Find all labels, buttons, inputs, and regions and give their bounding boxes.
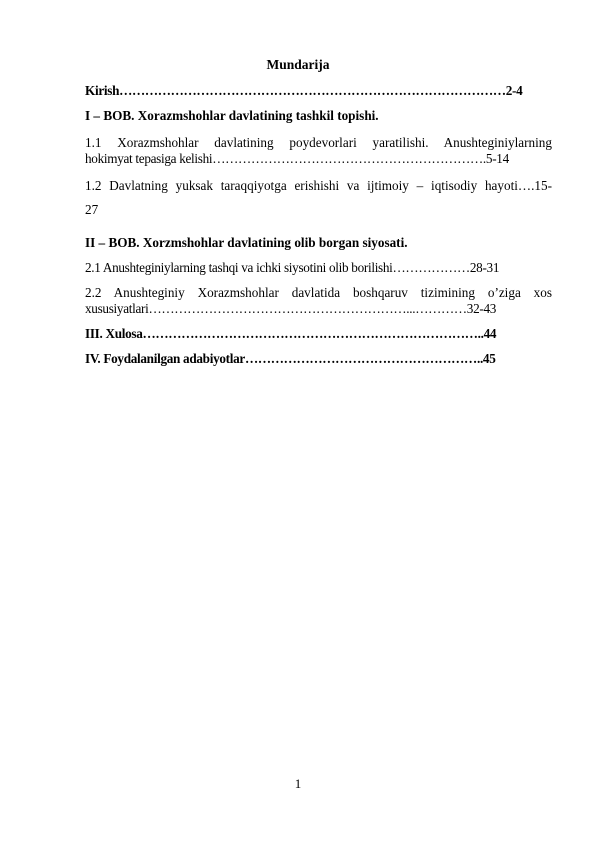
toc-entry-kirish: Kirish………………………………………………………………………………2-4 (85, 83, 523, 98)
toc-entry-adabiyotlar: IV. Foydalanilgan adabiyotlar………………………………………………..45 (85, 351, 496, 366)
toc-entry-xulosa: III. Xulosa……………………………………………………………………..44 (85, 326, 497, 341)
toc-entry-1-2-line1: 1.2 Davlatning yuksak taraqqiyotga erishishi va ijtimoiy – iqtisodiy hayoti….15- (85, 178, 552, 193)
toc-entry-2-2-line2: xususiyatlari……………………………………………………...…………32-43 (85, 301, 497, 316)
toc-entry-1-1-line2: hokimyat tepasiga kelishi……………………………………………………….5-14 (85, 151, 509, 166)
toc-entry-2-2-line1: 2.2 Anushteginiy Xorazmshohlar davlatida boshqaruv tizimining o’ziga xos (85, 285, 552, 300)
toc-entry-2-1: 2.1 Anushteginiylarning tashqi va ichki siysotini olib borilishi………………28-31 (85, 260, 500, 275)
toc-entry-bob2: II – BOB. Xorzmshohlar davlatining olib borgan siyosati. (85, 235, 408, 250)
toc-entry-1-2-line2: 27 (85, 202, 99, 217)
page-number: 1 (294, 776, 302, 791)
toc-entry-1-1-line1: 1.1 Xorazmshohlar davlatining poydevorlari yaratilishi. Anushteginiylarning (85, 135, 552, 150)
page-title: Mundarija (266, 57, 330, 72)
toc-entry-bob1: I – BOB. Xorazmshohlar davlatining tashkil topishi. (85, 108, 379, 123)
